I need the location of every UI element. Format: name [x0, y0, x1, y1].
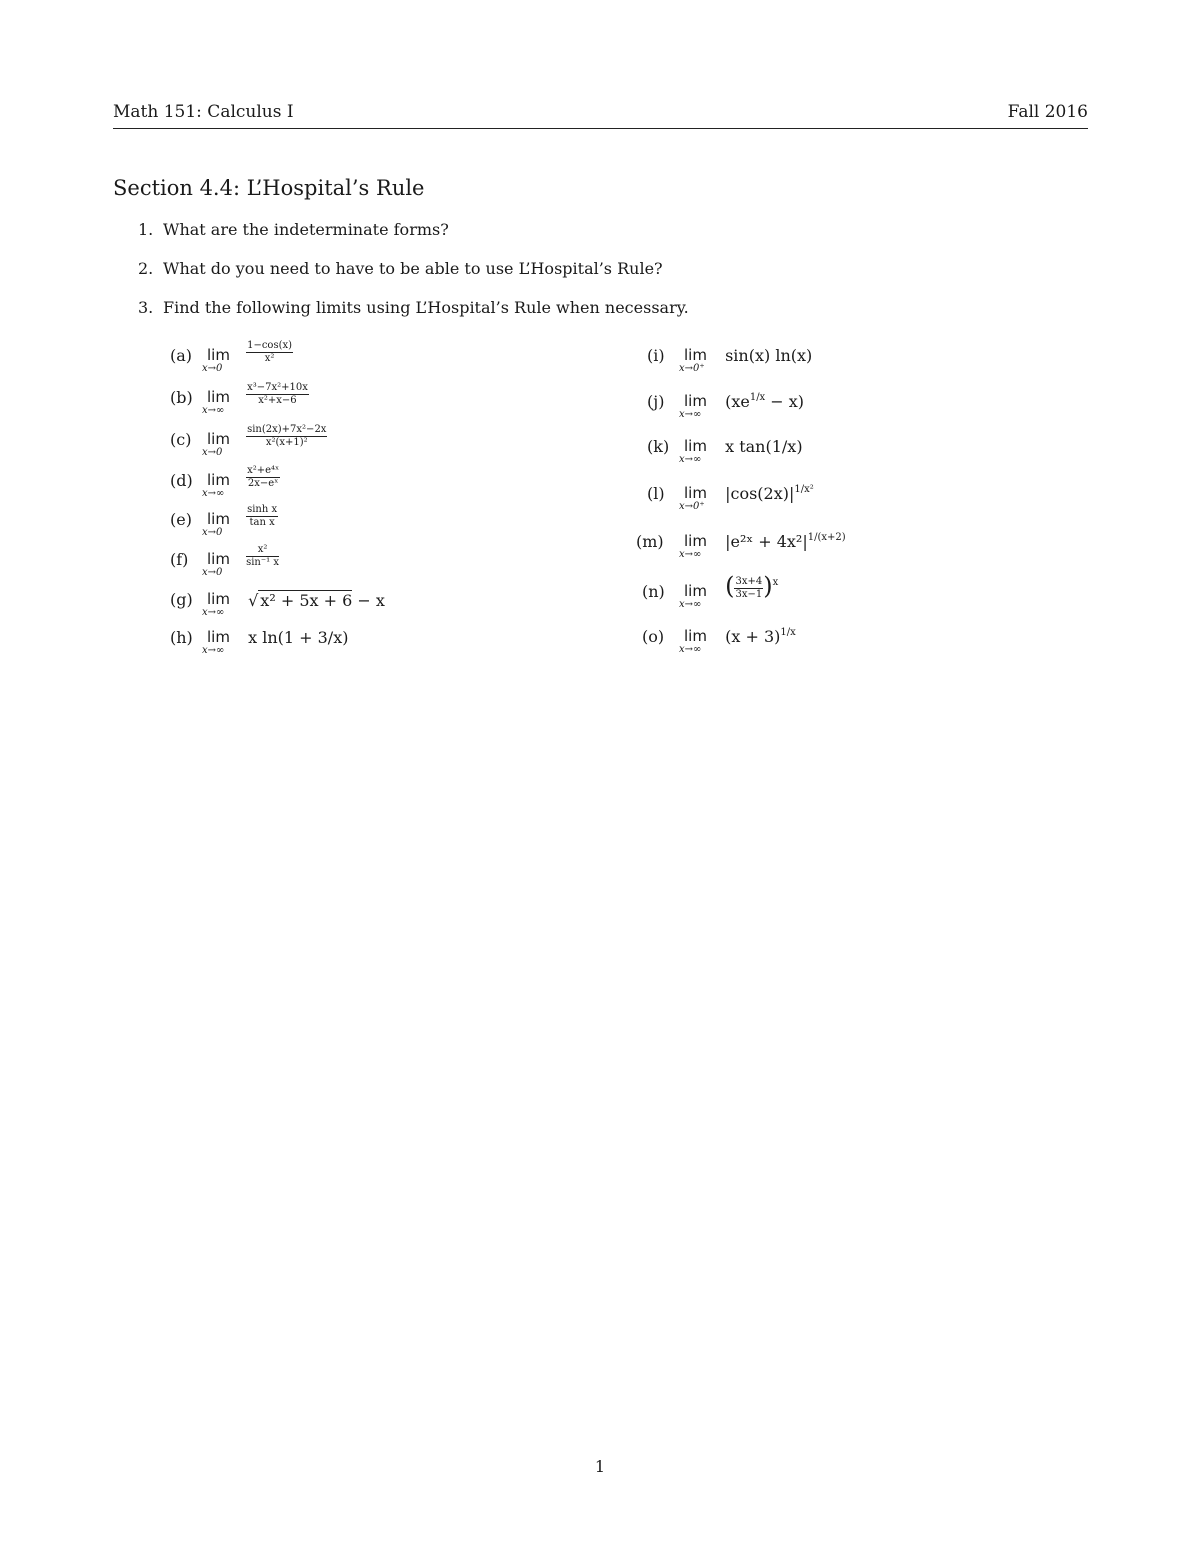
- problem-m: (m) lim x→∞ |e²ˣ + $4x^2|^{1/(x+2)}$: [600, 526, 1200, 558]
- problem-j: (j) lim x→∞ $(xe^{1/x} - x)$: [600, 386, 1200, 418]
- limit-operator: lim x→0: [202, 510, 230, 538]
- sqrt-symbol: √: [248, 591, 259, 610]
- problem-n: (n) lim x→∞ ( $\frac{3x+4}{3x-1}$ )$^x$: [642, 572, 779, 610]
- problem-f: (f) lim x→0 $\frac{\text{x²}}{\text{sin⁻¹ x}}$: [170, 544, 279, 578]
- limit-operator: lim x→∞: [679, 627, 707, 655]
- problem-i: (i) lim x→0⁺ sin(x) ln(x): [600, 340, 1200, 372]
- fraction: $\frac{\text{x²}}{\text{sin⁻¹ x}}$: [246, 544, 279, 568]
- limit-operator: lim x→0: [202, 550, 230, 578]
- problem-a: (a) lim x→0 $\frac{1-\cos(x)}{\text{x²}}$: [170, 340, 293, 374]
- problem-g: (g) lim x→∞ √ x² + 5x + 6 − x: [0, 584, 600, 616]
- fraction: $\frac{\text{sin(2x)+7x²−2x}}{\text{x²(x+1)²}}$: [247, 424, 327, 448]
- limit-operator: lim x→0: [202, 346, 230, 374]
- problem-b: (b) lim x→∞ $\frac{\text{x³−7x²+10x}}{\text{x²+x−6}}$: [170, 382, 308, 416]
- problem-l: (l) lim x→0⁺ $|\cos(2x)|^{1/x^2}$: [600, 478, 1200, 510]
- limit-operator: lim x→∞: [679, 392, 707, 420]
- fraction: $\frac{\text{x³−7x²+10x}}{\text{x²+x−6}}$: [247, 382, 308, 406]
- fraction: $\frac{1-\cos(x)}{\text{x²}}$: [247, 340, 293, 364]
- page-header: [113, 102, 1088, 129]
- limit-operator: lim x→∞: [202, 628, 230, 656]
- course-title: Math 151: Calculus I: [113, 102, 294, 122]
- limit-operator: lim x→∞: [679, 437, 707, 465]
- question-1: 1. What are the indeterminate forms?: [138, 220, 449, 239]
- term-label: Fall 2016: [1007, 102, 1088, 122]
- limit-operator: lim x→0⁺: [679, 346, 707, 374]
- question-2: 2. What do you need to have to be able to use L’Hospital’s Rule?: [138, 259, 663, 278]
- problem-k: (k) lim x→∞ x tan(1/x): [600, 431, 1200, 463]
- page-number: 1: [594, 1457, 606, 1476]
- fraction: $\frac{\text{sinh x}}{\text{tan x}}$: [247, 504, 278, 528]
- limit-operator: lim x→∞: [202, 471, 230, 499]
- problem-o: (o) lim x→∞ $(x + 3)^{1/x}$: [600, 621, 1200, 653]
- limit-operator: lim x→∞: [202, 590, 230, 618]
- problem-e: (e) lim x→0 $\frac{\text{sinh x}}{\text{tan x}}$: [170, 504, 278, 538]
- limit-operator: lim x→0⁺: [679, 484, 707, 512]
- section-title: Section 4.4: L’Hospital’s Rule: [113, 176, 425, 200]
- problem-c: (c) lim x→0 $\frac{\text{sin(2x)+7x²−2x}}{\text{x²(x+1)²}}$: [170, 424, 327, 458]
- problem-h: (h) lim x→∞ x ln(1 + 3/x): [0, 622, 600, 654]
- limit-operator: lim x→∞: [679, 582, 707, 610]
- question-3: 3. Find the following limits using L’Hospital’s Rule when necessary.: [138, 298, 689, 317]
- fraction: $\frac{\text{x²+e⁴ˣ}}{\text{2x−eˣ}}$: [247, 465, 280, 489]
- problem-d: (d) lim x→∞ $\frac{\text{x²+e⁴ˣ}}{\text{2x−eˣ}}$: [170, 465, 280, 499]
- limit-operator: lim x→0: [202, 430, 230, 458]
- limit-operator: lim x→∞: [679, 532, 707, 560]
- limit-operator: lim x→∞: [202, 388, 230, 416]
